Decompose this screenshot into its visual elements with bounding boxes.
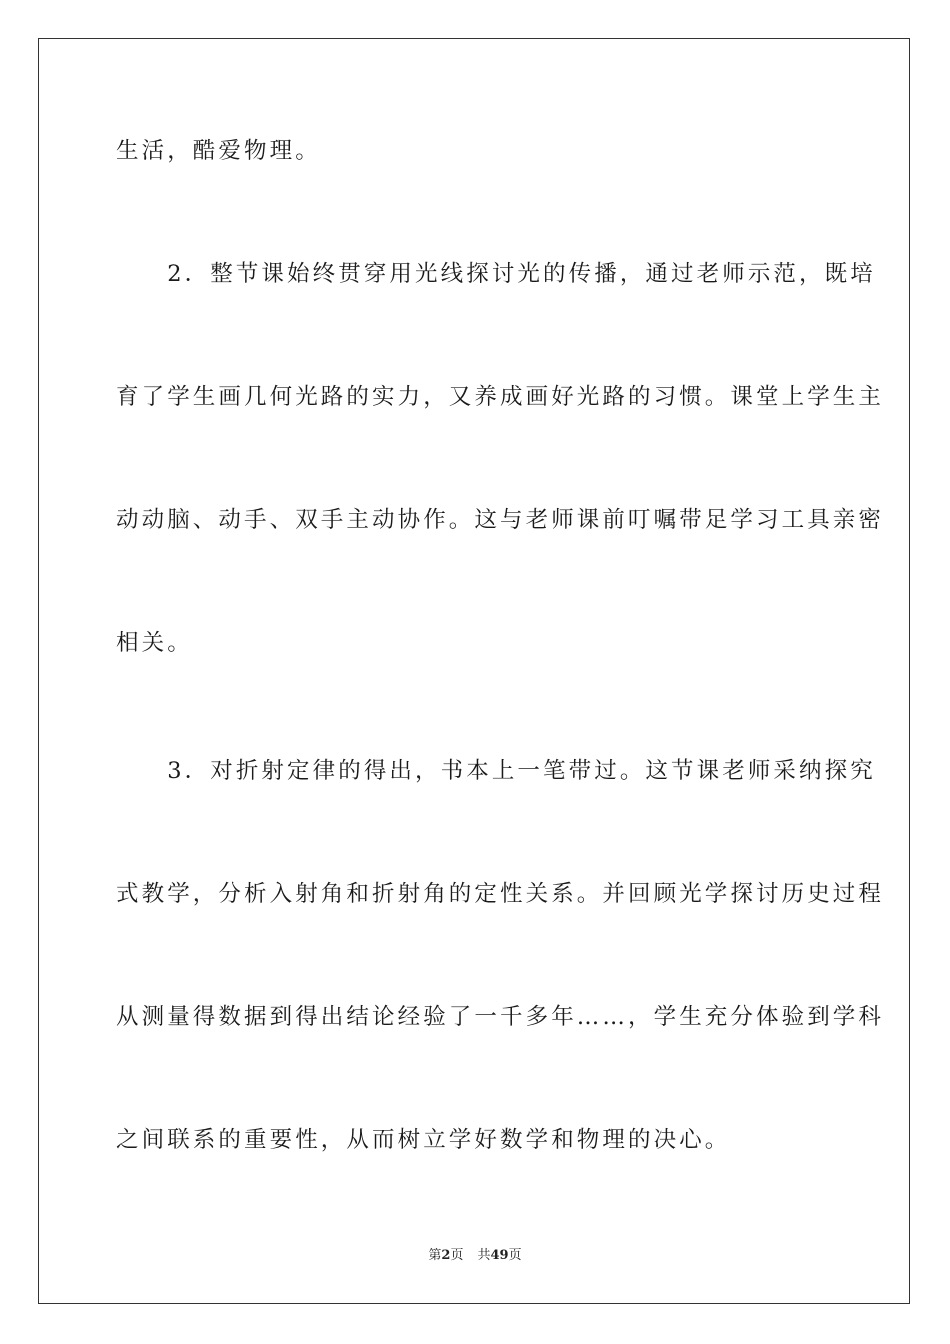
body-line-6: 3．对折射定律的得出，书本上一笔带过。这节课老师采纳探究 <box>116 758 876 784</box>
body-line-7: 式教学，分析入射角和折射角的定性关系。并回顾光学探讨历史过程 <box>116 881 885 907</box>
body-line-5: 相关。 <box>116 630 193 656</box>
page-border <box>38 38 910 1304</box>
page-suffix: 页 <box>450 1248 464 1263</box>
body-line-1: 生活，酷爱物理。 <box>116 138 321 164</box>
page-footer <box>0 1247 950 1265</box>
page-prefix: 第 <box>428 1248 442 1263</box>
total-prefix: 共 <box>477 1248 491 1263</box>
body-line-3: 育了学生画几何光路的实力，又养成画好光路的习惯。课堂上学生主 <box>116 384 885 410</box>
total-suffix: 页 <box>508 1248 522 1263</box>
body-line-4: 动动脑、动手、双手主动协作。这与老师课前叮嘱带足学习工具亲密 <box>116 507 885 533</box>
body-line-2: 2．整节课始终贯穿用光线探讨光的传播，通过老师示范，既培 <box>116 261 876 287</box>
total-pages: 49 <box>490 1248 509 1263</box>
page-number: 2 <box>441 1248 451 1263</box>
body-line-9: 之间联系的重要性，从而树立学好数学和物理的决心。 <box>116 1127 731 1153</box>
body-line-8: 从测量得数据到得出结论经验了一千多年……，学生充分体验到学科 <box>116 1004 885 1030</box>
